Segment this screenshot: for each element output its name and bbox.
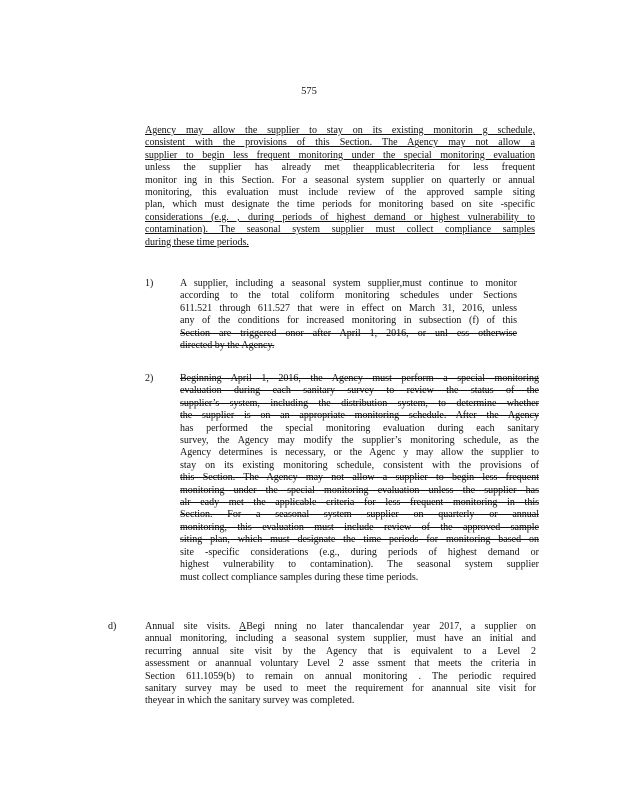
section-d-line bbox=[145, 646, 536, 658]
item-2-line: this Section. The Agency may not allow a supplier to begin less frequent bbox=[180, 472, 539, 484]
section-d-label: d) bbox=[108, 621, 117, 632]
item-1-line: directed by the Agency. bbox=[180, 340, 275, 352]
section-d-paragraph bbox=[145, 621, 536, 708]
section-d-line bbox=[145, 695, 536, 707]
section-d-text: Section 611.1059(b) to remain on annual monitoring . The periodic required bbox=[145, 670, 536, 682]
intro-line: plan, which must designate the time periods for monitoring based on site -specific bbox=[145, 199, 535, 211]
item-2-line: has performed the special monitoring evaluation during each sanitary bbox=[180, 422, 539, 434]
item-2-line: supplier’s system, including the distribution system, to determine whether bbox=[180, 397, 539, 409]
section-d-line bbox=[145, 683, 536, 695]
intro-line: unless the supplier has already met theapplicablecriteria for less frequent bbox=[145, 162, 535, 174]
section-d-text: Begi nning no later thancalendar year 2017, a supplier on bbox=[246, 621, 536, 632]
item-2-line: highest vulnerability to contamination). The seasonal system supplier bbox=[180, 559, 539, 571]
item-2-line: alr eady met the applicable criteria for less frequent monitoring in this bbox=[180, 497, 539, 509]
intro-line: Agency may allow the supplier to stay on its existing monitorin g schedule, bbox=[145, 125, 535, 136]
page-number: 575 bbox=[301, 86, 317, 97]
item-2-line: siting plan, which must designate the time periods for monitoring based on bbox=[180, 534, 539, 546]
item-1-label: 1) bbox=[145, 278, 154, 289]
item-2-line: Agency determines is necessary, or the Agenc y may allow the supplier to bbox=[180, 447, 539, 459]
intro-line: considerations (e.g. , during periods of highest demand or highest vulnerability to bbox=[145, 211, 535, 223]
intro-line: supplier to begin less frequent monitoring under the special monitoring evaluation bbox=[145, 149, 535, 161]
section-d-text: assessment or anannual voluntary Level 2 asse ssment that meets the criteria in bbox=[145, 658, 536, 670]
item-2-label: 2) bbox=[145, 373, 154, 384]
item-2-line: Section. For a seasonal system supplier on quarterly or annual bbox=[180, 509, 539, 521]
section-d-text: A bbox=[239, 621, 247, 632]
intro-line: monitor ing in this Section. For a seasonal system supplier on quarterly or annual bbox=[145, 174, 535, 186]
item-1-line: according to the total coliform monitoring schedules under Sections bbox=[180, 290, 517, 302]
item-2-line: evaluation during each sanitary survey to review the status of the bbox=[180, 385, 539, 397]
item-1-line: 611.521 through 611.527 that were in effect on March 31, 2016, unless bbox=[180, 302, 517, 314]
section-d-line bbox=[145, 633, 536, 645]
intro-line: during these time periods. bbox=[145, 236, 249, 248]
item-2-line: Beginning April 1, 2016, the Agency must perform a special monitoring bbox=[180, 373, 539, 384]
item-1-line: Section are triggered onor after April 1, 2016, or unl ess otherwise bbox=[180, 327, 517, 339]
section-d-line bbox=[145, 658, 536, 670]
item-2-line: survey, the Agency may modify the supplier’s monitoring schedule, as the bbox=[180, 435, 539, 447]
section-d-line bbox=[145, 621, 536, 633]
intro-line: contamination). The seasonal system supplier must collect compliance samples bbox=[145, 224, 535, 236]
item-2-line: site -specific considerations (e.g., during periods of highest demand or bbox=[180, 546, 539, 558]
item-2-line: must collect compliance samples during these time periods. bbox=[180, 571, 419, 583]
intro-line: consistent with the provisions of this Section. The Agency may not allow a bbox=[145, 137, 535, 149]
intro-line: monitoring, this evaluation must include review of the approved sample siting bbox=[145, 187, 535, 199]
item-2-line: the supplier is on an appropriate monitoring schedule. After the Agency bbox=[180, 410, 539, 422]
section-d-text: Annual site visits. bbox=[145, 621, 240, 632]
section-d-text: annual monitoring, including a seasonal system supplier, must have an initial and bbox=[145, 633, 536, 645]
item-1-paragraph bbox=[180, 278, 517, 352]
item-2-line: stay on its existing monitoring schedule, consistent with the provisions of bbox=[180, 459, 539, 471]
item-2-line: monitoring, this evaluation must include review of the approved sample bbox=[180, 521, 539, 533]
intro-paragraph bbox=[145, 125, 535, 249]
section-d-line bbox=[145, 671, 536, 683]
item-2-paragraph bbox=[180, 373, 539, 584]
item-1-line: A supplier, including a seasonal system supplier,must continue to monitor bbox=[180, 278, 517, 289]
section-d-text: theyear in which the sanitary survey was completed. bbox=[145, 695, 355, 707]
item-1-line: any of the conditions for increased monitoring in subsection (f) of this bbox=[180, 315, 517, 327]
section-d-text: sanitary survey may be used to meet the requirement for anannual site visit for bbox=[145, 683, 536, 695]
section-d-text: recurring annual site visit by the Agency that is equivalent to a Level 2 bbox=[145, 645, 536, 657]
item-2-line: monitoring under the special monitoring evaluation unless the supplier has bbox=[180, 484, 539, 496]
